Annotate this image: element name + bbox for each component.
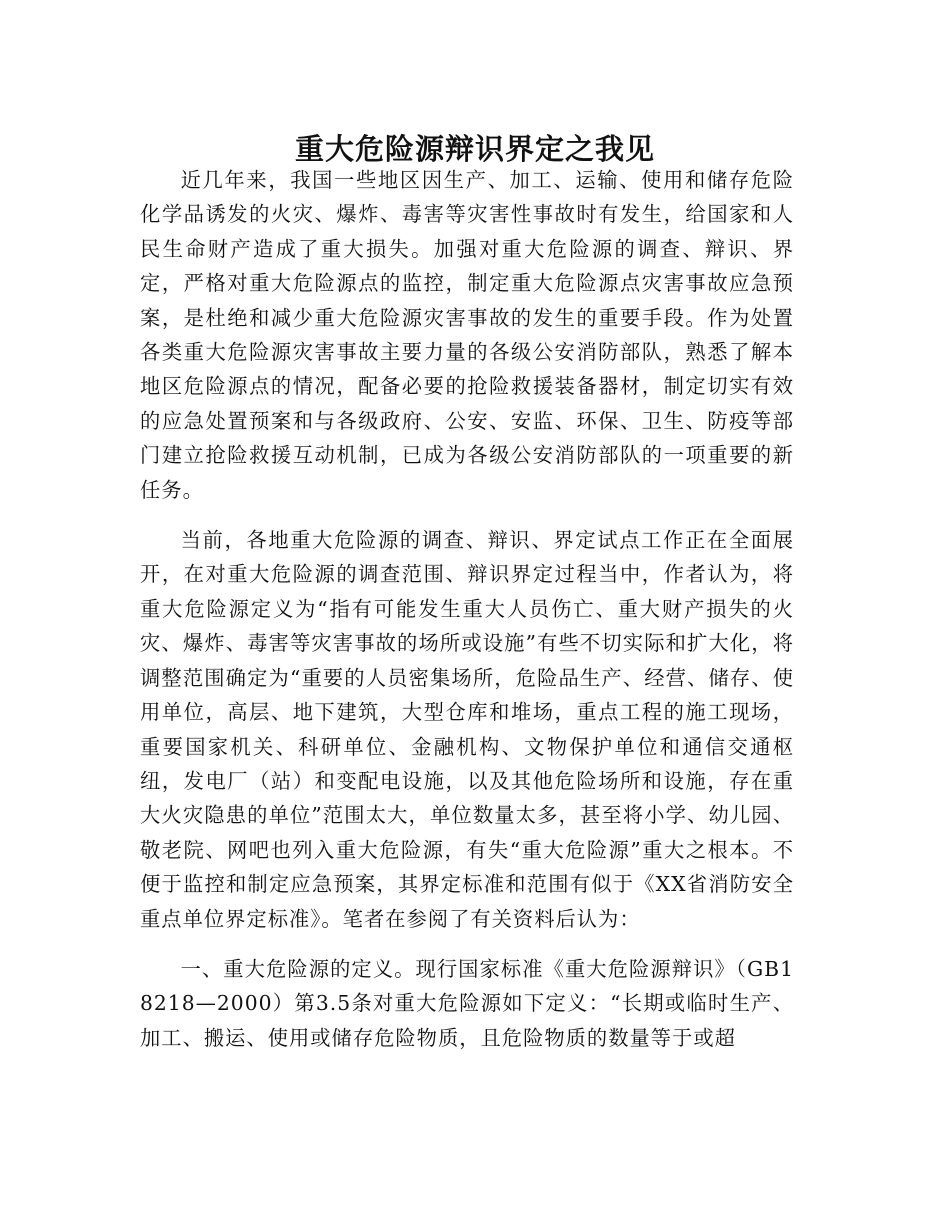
document-title: 重大危险源辩识界定之我见 xyxy=(294,132,655,167)
document-body xyxy=(140,163,794,1055)
paragraph-definition: 一、重大危险源的定义。现行国家标准《重大危险源辩识》（GB18218—2000）第3.5条对重大危险源如下定义：“长期或临时生产、加工、搬运、使用或储存危险物质，且危险物质的数量等于或超 xyxy=(140,956,794,1050)
paragraph-current-situation: 当前，各地重大危险源的调查、辩识、界定试点工作正在全面展开，在对重大危险源的调查范围、辩识界定过程当中，作者认为，将重大危险源定义为“指有可能发生重大人员伤亡、重大财产损失的火灾、爆炸、毒害等灾害事故的场所或设施”有些不切实际和扩大化，将调整范围确定为“重要的人员密集场所，危险品生产、经营、储存、使用单位，高层、地下建筑，大型仓库和堆场，重点工程的施工现场，重要国家机关、科研单位、金融机构、文物保护单位和通信交通枢纽，发电厂（站）和变配电设施，以及其他危险场所和设施，存在重大火灾隐患的单位”范围太大，单位数量太多，甚至将小学、幼儿园、敬老院、网吧也列入重大危险源，有失“重大危险源”重大之根本。不便于监控和制定应急预案，其界定标准和范围有似于《XX省消防安全重点单位界定标准》。笔者在参阅了有关资料后认为： xyxy=(140,528,794,931)
paragraph-intro: 近几年来，我国一些地区因生产、加工、运输、使用和储存危险化学品诱发的火灾、爆炸、毒害等灾害性事故时有发生，给国家和人民生命财产造成了重大损失。加强对重大危险源的调查、辩识、界定，严格对重大危险源点的监控，制定重大危险源点灾害事故应急预案，是杜绝和减少重大危险源灾害事故的发生的重要手段。作为处置各类重大危险源灾害事故主要力量的各级公安消防部队，熟悉了解本地区危险源点的情况，配备必要的抢险救援装备器材，制定切实有效的应急处置预案和与各级政府、公安、安监、环保、卫生、防疫等部门建立抢险救援互动机制，已成为各级公安消防部队的一项重要的新任务。 xyxy=(140,168,794,502)
